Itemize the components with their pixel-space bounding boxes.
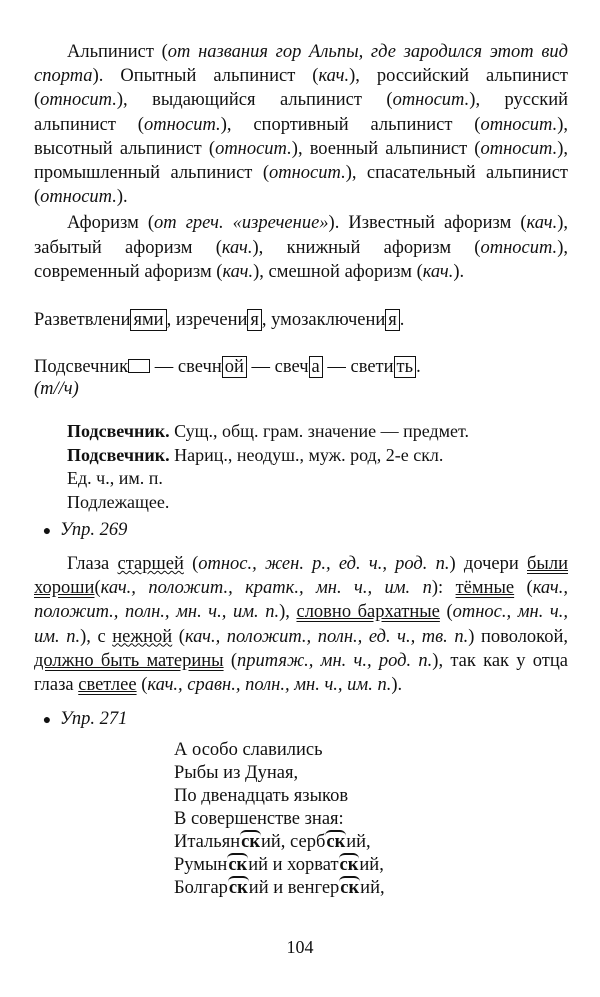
exercise-269-heading: ● Упр. 269 bbox=[34, 518, 568, 544]
bullet-icon: ● bbox=[42, 524, 52, 540]
exercise-269-text: Глаза старшей (относ., жен. р., ед. ч., род. п.) дочери были хороши(кач., положит., кратк., мн. ч., им. п): тёмные (кач., положит., полн., мн. ч., им. п.), словно бархатные (относ., мн. ч., им. п.), с нежной (кач., положит., полн., ед. ч., тв. п.) поволокой, должно быть материны (притяж., мн. ч., род. п.), так как у отца глаза светлее (кач., сравн., полн., мн. ч., им. п.). bbox=[34, 554, 569, 696]
paragraph-alpinist: Альпинист (от названия гор Альпы, где зародился этот вид спорта). Опытный альпинист (кач.), российский альпинист (относит.), выдающийся альпинист (относит.), русский альпинист (относит.), спортивный альпинист (относит.), высотный альпинист (относит.), военный альпинист (относит.), промышленный альпинист (относит.), спасательный альпинист (относит.). bbox=[34, 42, 568, 208]
parse-line-1: Подсвечник. Сущ., общ. грам. значение — предмет. bbox=[67, 421, 470, 442]
paragraph-aphorism: Афоризм (от греч. «изречение»). Известный афоризм (кач.), забытый афоризм (кач.), книжный афоризм (относит.), современный афоризм (кач.), смешной афоризм (кач.). bbox=[34, 213, 568, 282]
morpheme-line-1: Разветвлени ями , изречени я , умозаключени я . bbox=[34, 310, 405, 331]
poem-line: В совершенстве зная: bbox=[174, 809, 344, 830]
parse-line-2: Подсвечник. Нариц., неодуш., муж. род, 2-е скл. bbox=[67, 444, 444, 465]
poem-line: А особо славились bbox=[174, 740, 323, 761]
bullet-icon: ● bbox=[42, 713, 52, 729]
page-number: 104 bbox=[286, 937, 314, 957]
page-content bbox=[34, 40, 568, 900]
parse-line-4: Подлежащее. bbox=[67, 491, 170, 512]
alternation-note: (т//ч) bbox=[34, 379, 79, 400]
poem bbox=[34, 739, 568, 900]
exercise-271-heading: ● Упр. 271 bbox=[34, 707, 568, 733]
poem-line: Рыбы из Дуная, bbox=[174, 763, 299, 784]
poem-line: Итальянский, сербский, bbox=[174, 832, 371, 853]
poem-line: По двенадцать языков bbox=[174, 786, 349, 807]
poem-line: Румынский и хорватский, bbox=[174, 855, 384, 876]
zero-ending-box bbox=[128, 359, 150, 373]
parse-block bbox=[34, 420, 568, 514]
poem-line: Болгарский и венгерский, bbox=[174, 878, 385, 899]
parse-line-3: Ед. ч., им. п. bbox=[67, 468, 163, 489]
morpheme-line-2: Подсвечник — свечн ой — свеч а — свети ть . bbox=[34, 357, 421, 378]
